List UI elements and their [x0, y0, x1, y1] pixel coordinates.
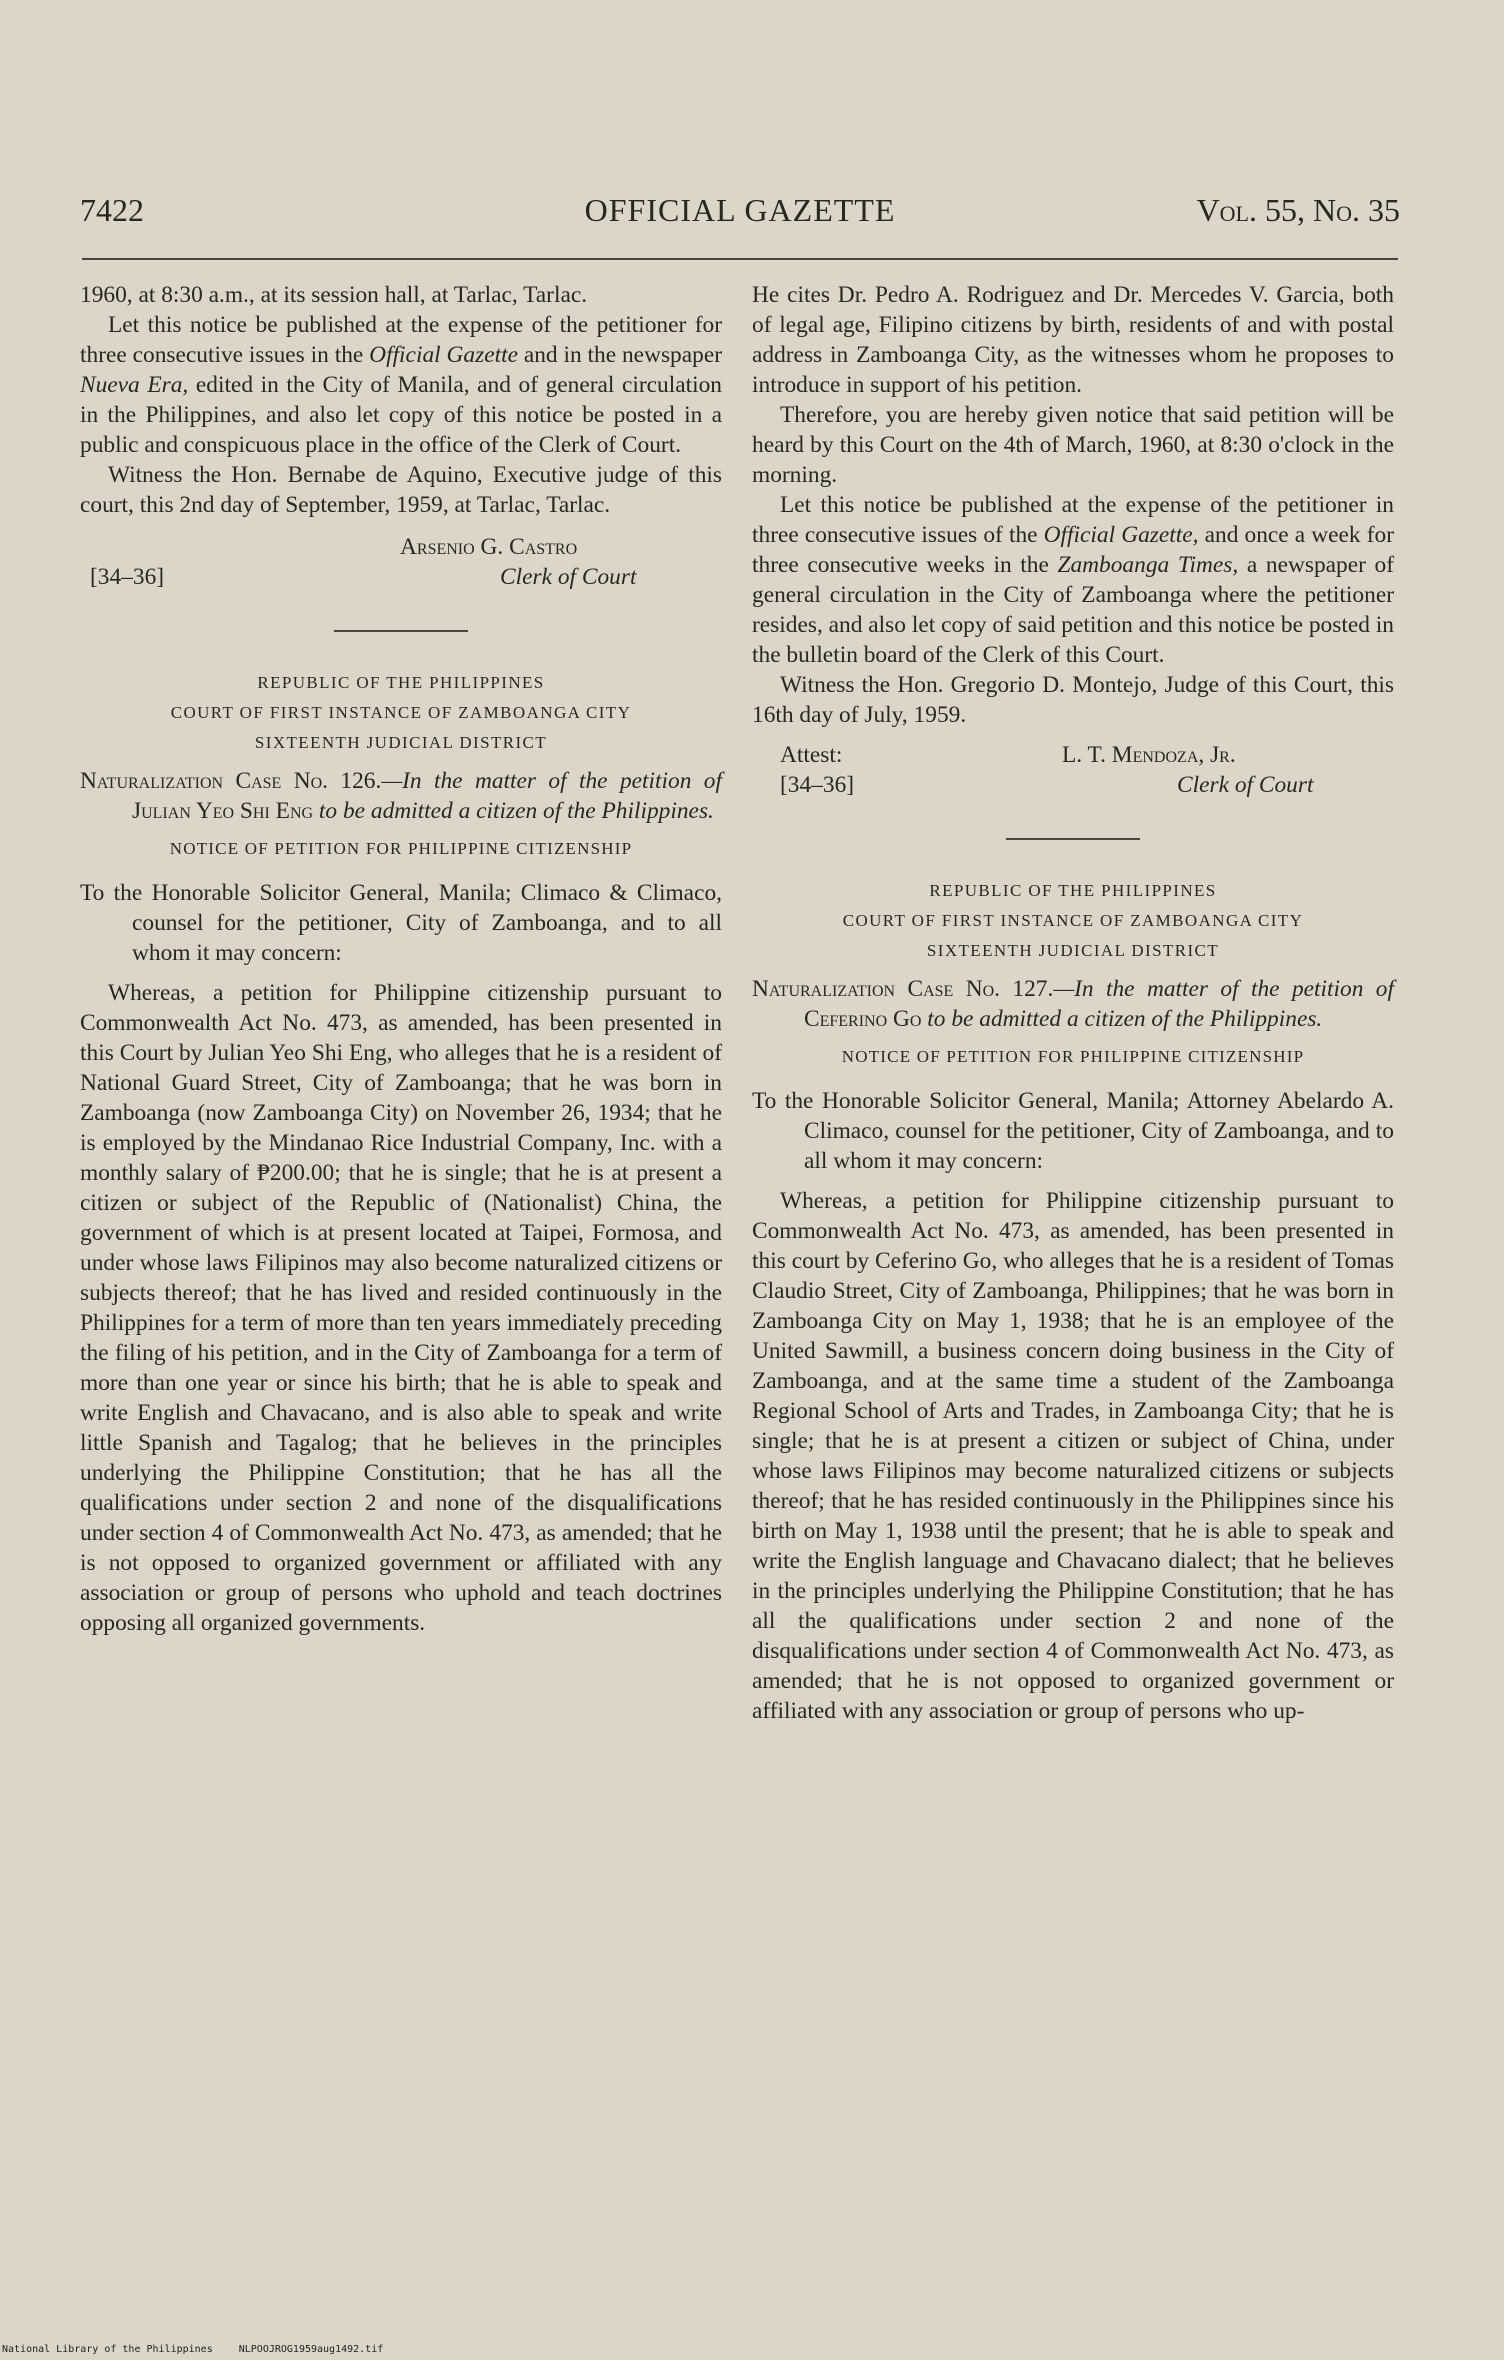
paragraph: Therefore, you are hereby given notice that said petition will be heard by this Court on the 4th of March, 1960, at 8:30 o'clock in the morning.: [752, 402, 1394, 488]
caption-line: SIXTEENTH JUDICIAL DISTRICT: [254, 733, 548, 752]
notice-heading: NOTICE OF PETITION FOR PHILIPPINE CITIZENSHIP: [841, 1047, 1305, 1066]
notice-heading: NOTICE OF PETITION FOR PHILIPPINE CITIZENSHIP: [169, 839, 633, 858]
addressee: To the Honorable Solicitor General, Manila; Attorney Abelardo A. Climaco, counsel for the petitioner, City of Zamboanga, and to all whom it may concern:: [752, 1088, 1394, 1174]
addressee: To the Honorable Solicitor General, Manila; Climaco & Climaco, counsel for the petitioner, City of Zamboanga, and to all whom it may concern:: [80, 880, 722, 966]
volume-number: Vol. 55, No. 35: [1196, 192, 1400, 228]
signatory-name: Arsenio G. Castro: [400, 534, 578, 560]
signatory-title: Clerk of Court: [1177, 772, 1314, 798]
paragraph: Witness the Hon. Bernabe de Aquino, Executive judge of this court, this 2nd day of September, 1959, at Tarlac, Tarlac.: [80, 462, 722, 518]
left-column: [80, 280, 722, 1638]
publication-title: OFFICIAL GAZETTE: [584, 192, 896, 228]
attest-label: Attest:: [780, 742, 843, 768]
file-name: NLPOOJROG1959aug1492.tif: [238, 2344, 384, 2355]
caption-line: REPUBLIC OF THE PHILIPPINES: [257, 673, 545, 692]
caption-line: REPUBLIC OF THE PHILIPPINES: [929, 881, 1217, 900]
caption-line: COURT OF FIRST INSTANCE OF ZAMBOANGA CITY: [170, 703, 632, 722]
issue-reference: [34–36]: [780, 772, 855, 798]
paragraph: Whereas, a petition for Philippine citizenship pursuant to Commonwealth Act No. 473, as amended, has been presented in this court by Ceferino Go, who alleges that he is a resident of Tomas Claudio Street, City of Zamboanga, Philippines; that he was born in Zamboanga City on May 1, 1938; that he is an employee of the United Sawmill, a business concern doing business in the City of Zamboanga, and at the same time a student of the Zamboanga Regional School of Arts and Trades, in Zamboanga City; that he is single; that he is at present a citizen or subject of China, under whose laws Filipinos may become naturalized citizens or subjects thereof; that he has resided continuously in the Philippines since his birth on May 1, 1938 until the present; that he is able to speak and write the English language and Chavacano dialect; that he believes in the principles underlying the Philippine Constitution; that he has all the qualifications under section 2 and none of the disqualifications under section 4 of Commonwealth Act No. 473, as amended; that he is not opposed to organized government or affiliated with any association or group of persons who up-: [752, 1188, 1394, 1724]
paragraph: He cites Dr. Pedro A. Rodriguez and Dr. Mercedes V. Garcia, both of legal age, Filipino citizens by birth, residents of and with postal address in Zamboanga City, as the witnesses whom he proposes to introduce in support of his petition.: [752, 282, 1394, 398]
section-divider: [334, 630, 468, 632]
header-rule: [82, 258, 1398, 260]
paragraph: Let this notice be published at the expense of the petitioner in three consecutive issues of the Official Gazette, and once a week for three consecutive weeks in the Zamboanga Times, a newspaper of general circulation in the City of Zamboanga where the petitioner resides, and also let copy of said petition and this notice be posted in the bulletin board of the Clerk of this Court.: [752, 492, 1394, 668]
signature-block: [80, 532, 722, 562]
page-number: 7422: [80, 192, 144, 228]
issue-reference: [34–36]: [90, 564, 165, 590]
page-header: [80, 192, 1400, 236]
right-column: [752, 280, 1394, 1726]
caption-line: COURT OF FIRST INSTANCE OF ZAMBOANGA CITY: [842, 911, 1304, 930]
paragraph: 1960, at 8:30 a.m., at its session hall, at Tarlac, Tarlac.: [80, 282, 588, 308]
case-title: Naturalization Case No. 127.—In the matter of the petition of Ceferino Go to be admitted a citizen of the Philippines.: [752, 976, 1394, 1032]
signatory-name: L. T. Mendoza, Jr.: [1062, 742, 1236, 768]
paragraph: Let this notice be published at the expense of the petitioner for three consecutive issues in the Official Gazette and in the newspaper Nueva Era, edited in the City of Manila, and of general circulation in the Philippines, and also let copy of this notice be posted in a public and conspicuous place in the office of the Clerk of Court.: [80, 312, 723, 458]
paragraph: Witness the Hon. Gregorio D. Montejo, Judge of this Court, this 16th day of July, 1959.: [752, 672, 1394, 728]
library-credit: National Library of the Philippines: [2, 2344, 213, 2355]
signatory-title: Clerk of Court: [500, 564, 637, 590]
scan-footer: [2, 2344, 403, 2356]
caption-line: SIXTEENTH JUDICIAL DISTRICT: [926, 941, 1220, 960]
paragraph: Whereas, a petition for Philippine citizenship pursuant to Commonwealth Act No. 473, as amended, has been presented in this Court by Julian Yeo Shi Eng, who alleges that he is a resident of National Guard Street, City of Zamboanga; that he was born in Zamboanga (now Zamboanga City) on November 26, 1934; that he is employed by the Mindanao Rice Industrial Company, Inc. with a monthly salary of ₱200.00; that he is single; that he is at present a citizen or subject of the Republic of (Nationalist) China, the government of which is at present located at Taipei, Formosa, and under whose laws Filipinos may also become naturalized citizens or subjects thereof; that he has lived and resided continuously in the Philippines for a term of more than ten years immediately preceding the filing of his petition, and in the City of Zamboanga for a term of more than one year or since his birth; that he is able to speak and write English and Chavacano, and is also able to speak and write little Spanish and Tagalog; that he believes in the principles underlying the Philippine Constitution; that he has all the qualifications under section 2 and none of the disqualifications under section 4 of Commonwealth Act No. 473, as amended; that he is not opposed to organized government or affiliated with any association or group of persons who uphold and teach doctrines opposing all organized governments.: [80, 980, 722, 1636]
signature-block: [752, 740, 1394, 770]
section-divider: [1006, 838, 1140, 840]
case-title: Naturalization Case No. 126.—In the matter of the petition of Julian Yeo Shi Eng to be admitted a citizen of the Philippines.: [80, 768, 722, 824]
